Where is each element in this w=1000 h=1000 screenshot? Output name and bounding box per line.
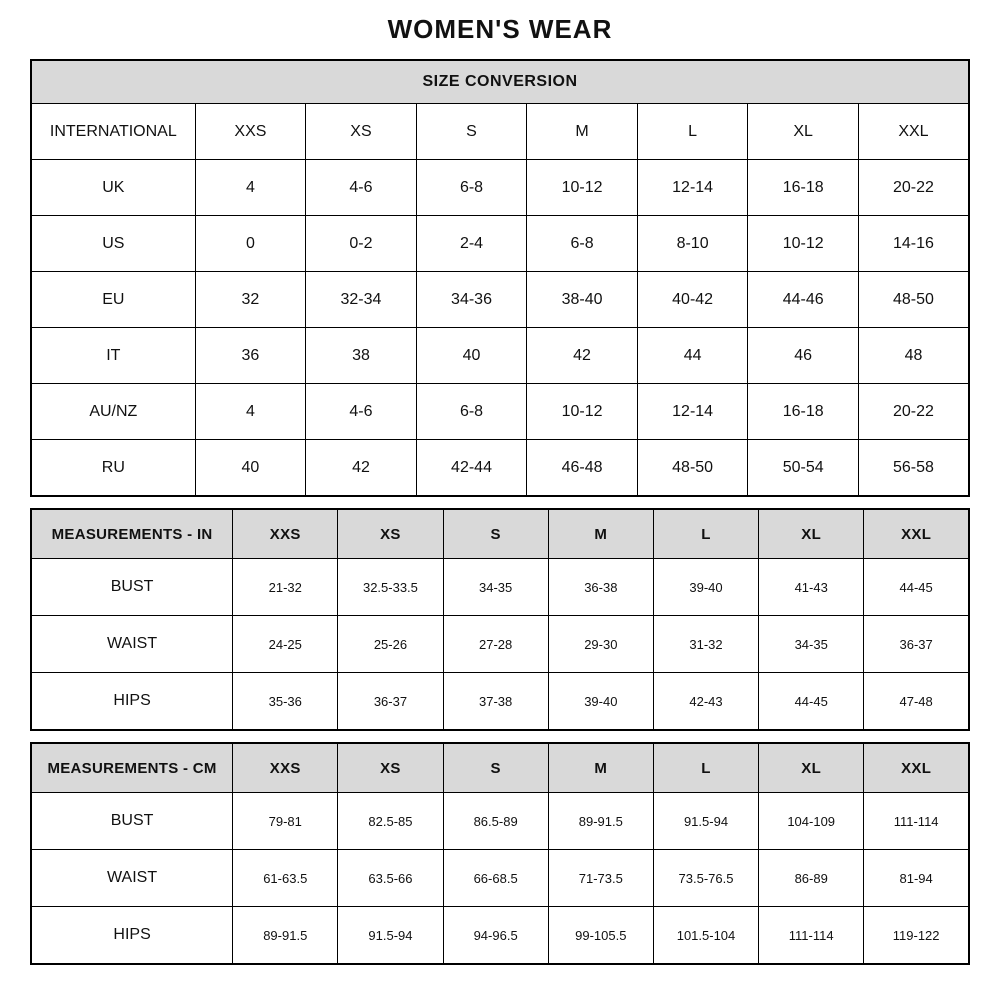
column-header: L xyxy=(637,104,748,160)
corner-header: INTERNATIONAL xyxy=(31,104,195,160)
table-cell: 101.5-104 xyxy=(653,907,758,965)
table-cell: 16-18 xyxy=(748,160,859,216)
table-cell: 94-96.5 xyxy=(443,907,548,965)
size-conversion-table xyxy=(30,59,970,497)
row-label: WAIST xyxy=(31,850,233,907)
column-header: L xyxy=(653,509,758,559)
table-cell: 32.5-33.5 xyxy=(338,559,443,616)
table-cell: 34-35 xyxy=(759,616,864,673)
corner-header: MEASUREMENTS - CM xyxy=(31,743,233,793)
column-header: XL xyxy=(759,509,864,559)
table-cell: 6-8 xyxy=(416,384,527,440)
table-cell: 47-48 xyxy=(864,673,969,731)
row-label: WAIST xyxy=(31,616,233,673)
table-cell: 12-14 xyxy=(637,160,748,216)
table-cell: 32 xyxy=(195,272,306,328)
column-header: M xyxy=(527,104,638,160)
table-cell: 46-48 xyxy=(527,440,638,497)
table-cell: 42 xyxy=(306,440,417,497)
table-cell: 4 xyxy=(195,160,306,216)
table-cell: 21-32 xyxy=(233,559,338,616)
column-header: XL xyxy=(748,104,859,160)
table-row xyxy=(31,673,969,731)
corner-header: MEASUREMENTS - IN xyxy=(31,509,233,559)
table-cell: 40 xyxy=(195,440,306,497)
table-cell: 61-63.5 xyxy=(233,850,338,907)
table-cell: 2-4 xyxy=(416,216,527,272)
table-cell: 38-40 xyxy=(527,272,638,328)
table-cell: 56-58 xyxy=(858,440,969,497)
page-title: WOMEN'S WEAR xyxy=(387,14,613,44)
table-row xyxy=(31,216,969,272)
measurements-cm-table-grid xyxy=(30,742,970,965)
table-cell: 12-14 xyxy=(637,384,748,440)
table-cell: 44-46 xyxy=(748,272,859,328)
table-cell: 4 xyxy=(195,384,306,440)
table-header-row xyxy=(31,743,969,793)
table-cell: 48-50 xyxy=(637,440,748,497)
table-cell: 39-40 xyxy=(653,559,758,616)
table-row xyxy=(31,272,969,328)
table-cell: 20-22 xyxy=(858,160,969,216)
table-cell: 104-109 xyxy=(759,793,864,850)
table-cell: 38 xyxy=(306,328,417,384)
table-cell: 73.5-76.5 xyxy=(653,850,758,907)
table-cell: 4-6 xyxy=(306,160,417,216)
table-cell: 44-45 xyxy=(759,673,864,731)
table-cell: 50-54 xyxy=(748,440,859,497)
table-cell: 27-28 xyxy=(443,616,548,673)
table-cell: 91.5-94 xyxy=(338,907,443,965)
table-cell: 86-89 xyxy=(759,850,864,907)
table-cell: 48 xyxy=(858,328,969,384)
table-cell: 79-81 xyxy=(233,793,338,850)
column-header: XXS xyxy=(233,743,338,793)
table-cell: 6-8 xyxy=(416,160,527,216)
row-label: EU xyxy=(31,272,195,328)
table-cell: 29-30 xyxy=(548,616,653,673)
table-cell: 37-38 xyxy=(443,673,548,731)
table-cell: 36-38 xyxy=(548,559,653,616)
table-cell: 14-16 xyxy=(858,216,969,272)
table-cell: 8-10 xyxy=(637,216,748,272)
table-row xyxy=(31,440,969,497)
column-header: XXS xyxy=(233,509,338,559)
table-cell: 42-43 xyxy=(653,673,758,731)
table-cell: 89-91.5 xyxy=(233,907,338,965)
table-cell: 31-32 xyxy=(653,616,758,673)
table-cell: 34-36 xyxy=(416,272,527,328)
table-cell: 66-68.5 xyxy=(443,850,548,907)
column-header: XS xyxy=(338,743,443,793)
column-header: XS xyxy=(338,509,443,559)
table-cell: 41-43 xyxy=(759,559,864,616)
table-cell: 0 xyxy=(195,216,306,272)
table-row xyxy=(31,328,969,384)
table-cell: 16-18 xyxy=(748,384,859,440)
column-header: M xyxy=(548,509,653,559)
row-label: US xyxy=(31,216,195,272)
table-header-row xyxy=(31,509,969,559)
table-cell: 6-8 xyxy=(527,216,638,272)
table-cell: 119-122 xyxy=(864,907,969,965)
table-cell: 4-6 xyxy=(306,384,417,440)
table-cell: 48-50 xyxy=(858,272,969,328)
table-cell: 0-2 xyxy=(306,216,417,272)
table-cell: 25-26 xyxy=(338,616,443,673)
table-cell: 63.5-66 xyxy=(338,850,443,907)
table-cell: 99-105.5 xyxy=(548,907,653,965)
table-cell: 46 xyxy=(748,328,859,384)
row-label: UK xyxy=(31,160,195,216)
table-cell: 71-73.5 xyxy=(548,850,653,907)
table-cell: 40 xyxy=(416,328,527,384)
table-cell: 10-12 xyxy=(527,384,638,440)
table-row xyxy=(31,793,969,850)
table-cell: 86.5-89 xyxy=(443,793,548,850)
table-cell: 82.5-85 xyxy=(338,793,443,850)
table-cell: 111-114 xyxy=(864,793,969,850)
measurements-cm-table xyxy=(30,742,970,965)
table-cell: 89-91.5 xyxy=(548,793,653,850)
table-cell: 44 xyxy=(637,328,748,384)
column-header: S xyxy=(416,104,527,160)
table-row xyxy=(31,384,969,440)
table-row xyxy=(31,907,969,965)
table-cell: 32-34 xyxy=(306,272,417,328)
column-header: L xyxy=(653,743,758,793)
table-cell: 36 xyxy=(195,328,306,384)
column-header: XXL xyxy=(864,743,969,793)
row-label: IT xyxy=(31,328,195,384)
table-cell: 36-37 xyxy=(338,673,443,731)
table-cell: 111-114 xyxy=(759,907,864,965)
table-title: SIZE CONVERSION xyxy=(31,60,969,104)
table-cell: 20-22 xyxy=(858,384,969,440)
table-cell: 91.5-94 xyxy=(653,793,758,850)
table-cell: 81-94 xyxy=(864,850,969,907)
table-row xyxy=(31,850,969,907)
measurements-in-table xyxy=(30,508,970,731)
column-header: S xyxy=(443,509,548,559)
table-cell: 42 xyxy=(527,328,638,384)
table-cell: 34-35 xyxy=(443,559,548,616)
table-cell: 24-25 xyxy=(233,616,338,673)
table-cell: 10-12 xyxy=(748,216,859,272)
table-cell: 44-45 xyxy=(864,559,969,616)
table-cell: 40-42 xyxy=(637,272,748,328)
table-row xyxy=(31,559,969,616)
row-label: HIPS xyxy=(31,673,233,731)
table-title-row xyxy=(31,60,969,104)
table-row xyxy=(31,160,969,216)
column-header: M xyxy=(548,743,653,793)
column-header: XL xyxy=(759,743,864,793)
measurements-in-table-grid xyxy=(30,508,970,731)
column-header: S xyxy=(443,743,548,793)
column-header: XS xyxy=(306,104,417,160)
table-cell: 42-44 xyxy=(416,440,527,497)
row-label: RU xyxy=(31,440,195,497)
size-conversion-table-grid xyxy=(30,59,970,497)
row-label: AU/NZ xyxy=(31,384,195,440)
table-cell: 39-40 xyxy=(548,673,653,731)
column-header: XXL xyxy=(864,509,969,559)
table-row xyxy=(31,616,969,673)
column-header: XXS xyxy=(195,104,306,160)
table-cell: 35-36 xyxy=(233,673,338,731)
table-cell: 10-12 xyxy=(527,160,638,216)
row-label: BUST xyxy=(31,793,233,850)
table-cell: 36-37 xyxy=(864,616,969,673)
column-header: XXL xyxy=(858,104,969,160)
row-label: BUST xyxy=(31,559,233,616)
row-label: HIPS xyxy=(31,907,233,965)
table-header-row xyxy=(31,104,969,160)
